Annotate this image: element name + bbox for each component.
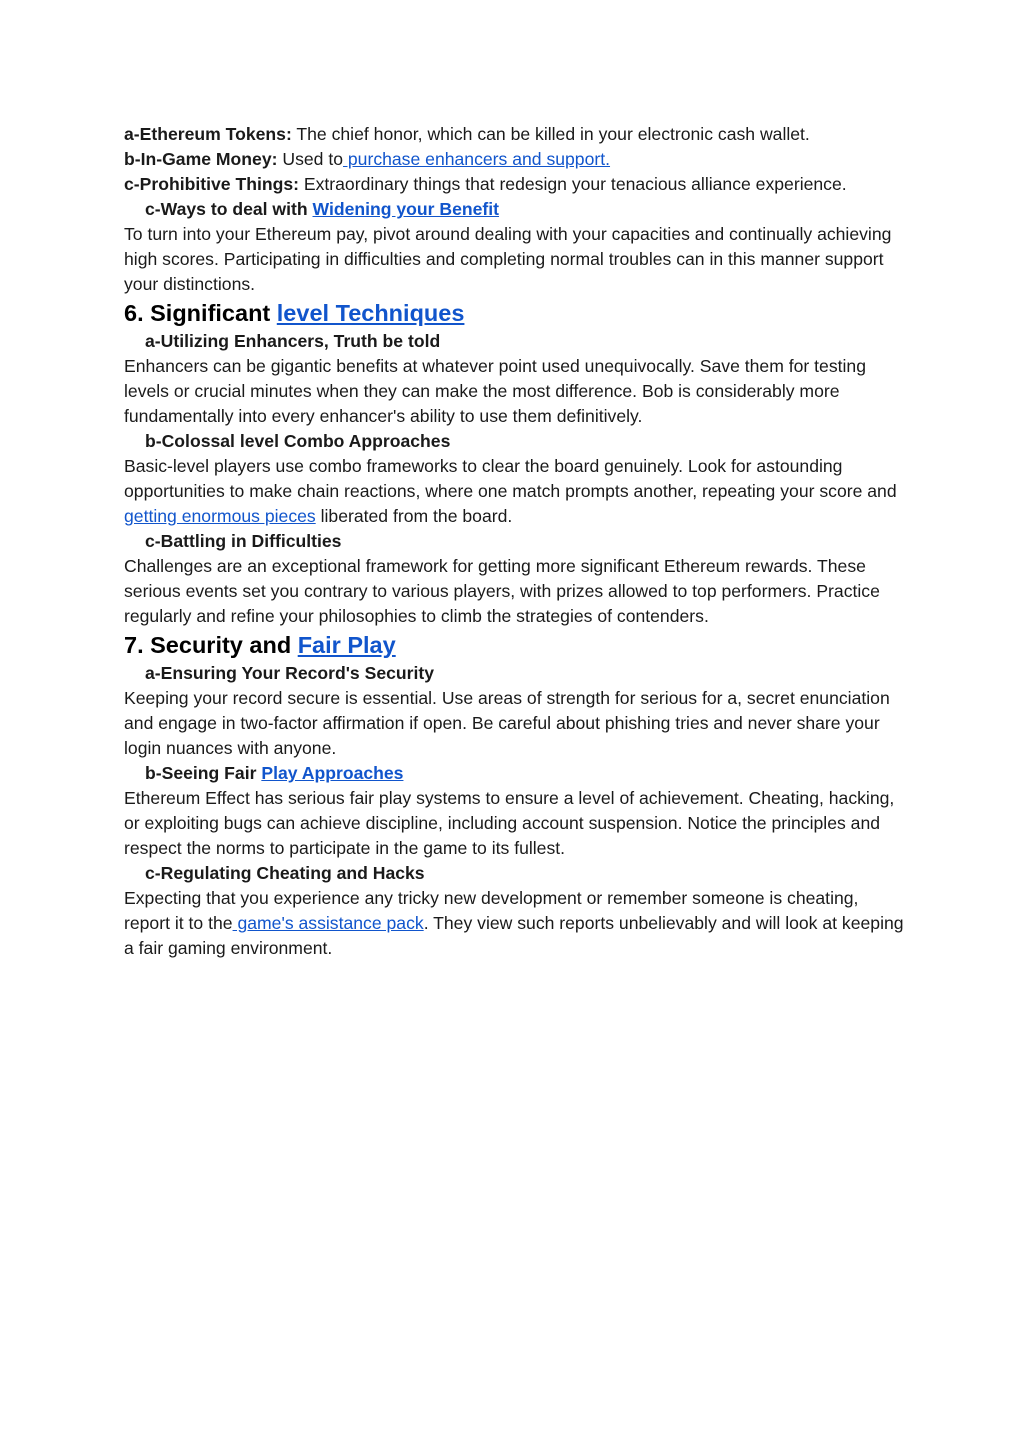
- widening-heading-text: c-Ways to deal with: [145, 199, 313, 219]
- combo-body-text-1: Basic-level players use combo frameworks to clear the board genuinely. Look for astounding opportunities to make chain reactions, where one match prompts another, repeating your score and: [124, 456, 897, 501]
- widening-heading: [124, 197, 904, 222]
- things-text: Extraordinary things that redesign your tenacious alliance experience.: [298, 174, 847, 194]
- enhancers-body: Enhancers can be gigantic benefits at whatever point used unequivocally. Save them for testing levels or crucial minutes when they can make the most difference. Bob is considerably more fundamentally into every enhancer's ability to use them definitively.: [124, 356, 866, 426]
- things-label: c-Prohibitive Things:: [124, 174, 299, 194]
- section-6-title: [124, 297, 904, 329]
- purchase-enhancers-link[interactable]: purchase enhancers and support.: [343, 149, 611, 169]
- cheating-heading: c-Regulating Cheating and Hacks: [145, 863, 425, 883]
- enormous-pieces-link[interactable]: getting enormous pieces: [124, 506, 316, 526]
- tokens-item: [124, 122, 904, 147]
- combo-heading: b-Colossal level Combo Approaches: [145, 431, 451, 451]
- cheating-body-text-2: . They view such reports unbelievably and will look at keeping a fair gaming environment.: [124, 913, 904, 958]
- level-techniques-link[interactable]: level Techniques: [276, 300, 465, 326]
- combo-body-text-2: liberated from the board.: [315, 506, 513, 526]
- difficulties-heading: c-Battling in Difficulties: [145, 531, 342, 551]
- document-page: [124, 122, 904, 961]
- combo-body: [124, 454, 904, 529]
- fair-play-body: Ethereum Effect has serious fair play systems to ensure a level of achievement. Cheating, hacking, or exploiting bugs can achieve discipline, including account suspension. Notice the principles and respect the norms to participate in the game to its fullest.: [124, 788, 895, 858]
- money-item: [124, 147, 904, 172]
- difficulties-body: Challenges are an exceptional framework for getting more significant Ethereum rewards. These serious events set you contrary to various players, with prizes allowed to top performers. Practice regularly and refine your philosophies to climb the strategies of contenders.: [124, 556, 880, 626]
- security-heading: a-Ensuring Your Record's Security: [145, 663, 435, 683]
- section-6-title-text: 6. Significant: [124, 300, 277, 326]
- tokens-text: The chief honor, which can be killed in your electronic cash wallet.: [291, 124, 810, 144]
- money-text: Used to: [277, 149, 343, 169]
- section-7-title: [124, 629, 904, 661]
- fair-play-link[interactable]: Fair Play: [297, 632, 396, 658]
- security-body: Keeping your record secure is essential. Use areas of strength for serious for a, secret enunciation and engage in two-factor affirmation if open. Be careful about phishing tries and never share your login nuances with anyone.: [124, 688, 890, 758]
- money-label: b-In-Game Money:: [124, 149, 278, 169]
- cheating-body: [124, 886, 904, 961]
- play-approaches-link[interactable]: Play Approaches: [261, 763, 404, 783]
- fair-play-heading-text: b-Seeing Fair: [145, 763, 262, 783]
- assistance-pack-link[interactable]: game's assistance pack: [232, 913, 424, 933]
- fair-play-heading: [124, 761, 904, 786]
- section-7-title-text: 7. Security and: [124, 632, 298, 658]
- cheating-body-text-1: Expecting that you experience any tricky new development or remember someone is cheating, report it to the: [124, 888, 859, 933]
- widening-body: To turn into your Ethereum pay, pivot around dealing with your capacities and continually achieving high scores. Participating in difficulties and completing normal troubles can in this manner support your distinctions.: [124, 224, 892, 294]
- widening-benefit-link[interactable]: Widening your Benefit: [312, 199, 500, 219]
- things-item: [124, 172, 904, 197]
- tokens-label: a-Ethereum Tokens:: [124, 124, 292, 144]
- enhancers-heading: a-Utilizing Enhancers, Truth be told: [145, 331, 441, 351]
